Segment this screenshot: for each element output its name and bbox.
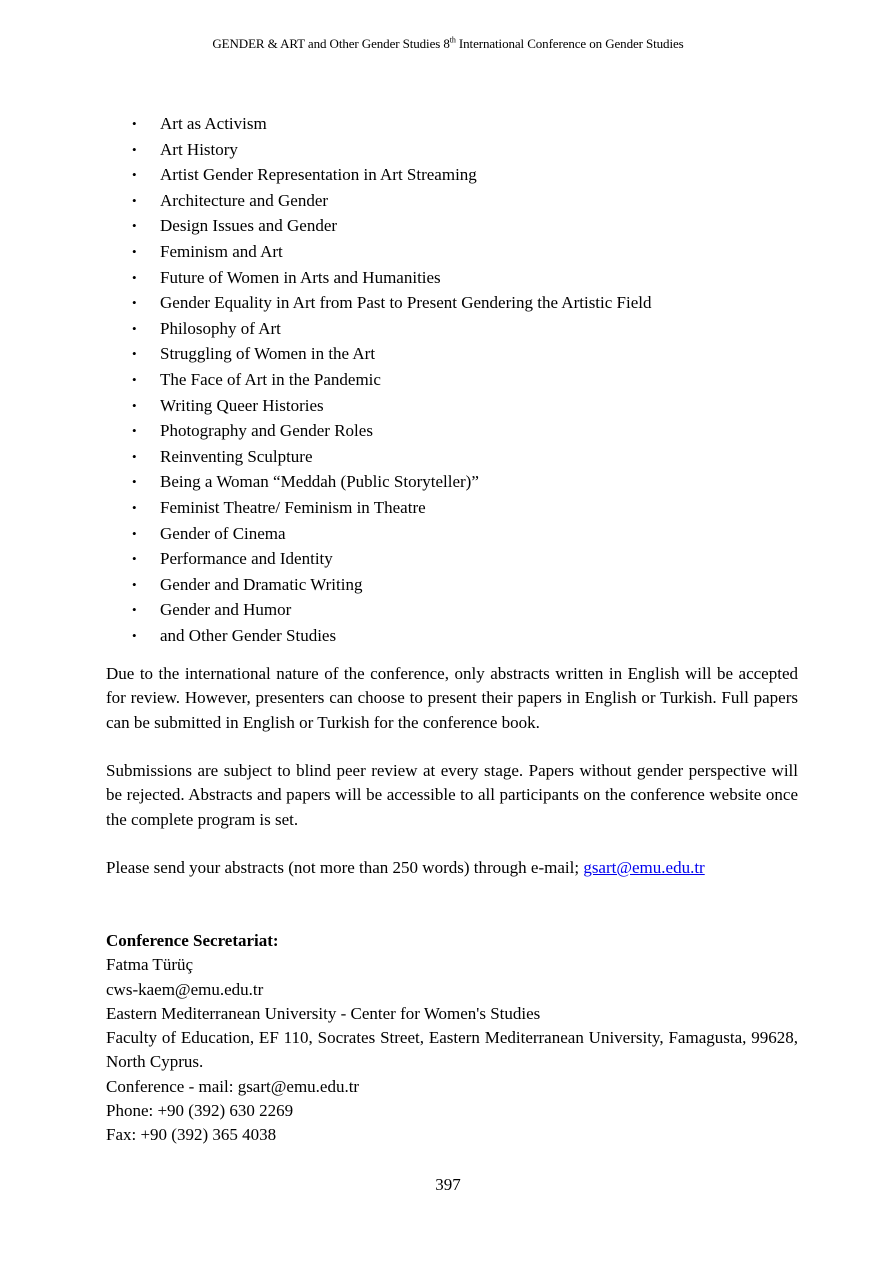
secretariat-fax: Fax: +90 (392) 365 4038 [106,1125,277,1145]
topic-label: Struggling of Women in the Art [160,344,376,364]
topic-label: Design Issues and Gender [160,216,338,236]
topic-list-item [106,162,652,188]
language-paragraph: Due to the international nature of the conference, only abstracts written in English will be accepted for review. However, presenters can choose to present their papers in English or Turkish. Full papers can be submitted in English or Turkish for the conference book. [106,664,798,732]
secretariat-organization: Eastern Mediterranean University - Center for Women's Studies [106,1003,541,1023]
page-number: 397 [435,1175,461,1194]
topic-list-item [106,546,652,572]
secretariat-conference-email: Conference - mail: gsart@emu.edu.tr [106,1076,360,1096]
submission-paragraph [106,856,798,880]
topic-list-item [106,316,652,342]
bullet-icon: • [132,320,137,336]
topic-list-item [106,521,652,547]
topics-list [106,111,652,648]
bullet-icon: • [132,167,137,183]
bullet-icon: • [132,474,137,490]
topic-list-item [106,444,652,470]
topic-list-item [106,623,652,649]
topic-label: Writing Queer Histories [160,395,324,415]
secretariat-email: cws-kaem@emu.edu.tr [106,979,264,999]
topic-label: Gender and Humor [160,600,292,620]
topic-list-item [106,572,652,598]
topic-list-item [106,367,652,393]
topic-label: Performance and Identity [160,549,333,569]
topic-list-item [106,239,652,265]
bullet-icon: • [132,423,137,439]
bullet-icon: • [132,218,137,234]
bullet-icon: • [132,602,137,618]
topic-list-item [106,188,652,214]
topic-list-item [106,290,652,316]
topic-label: Feminism and Art [160,241,283,261]
secretariat-block [106,929,798,1148]
bullet-icon: • [132,116,137,131]
submission-email-link[interactable]: gsart@emu.edu.tr [583,858,705,877]
bullet-icon: • [132,243,137,259]
topic-label: Gender and Dramatic Writing [160,574,363,594]
topic-list-item [106,137,652,163]
topic-list-item [106,265,652,291]
bullet-icon: • [132,192,137,208]
header-title: GENDER & ART and Other Gender Studies 8 [212,36,450,51]
header-title-rest: International Conference on Gender Studies [455,36,684,51]
running-header [0,36,896,52]
topic-label: Philosophy of Art [160,318,281,338]
submission-text: Please send your abstracts (not more than 250 words) through e-mail; [106,858,584,877]
header-ordinal-suffix: th [449,35,456,45]
secretariat-address: Faculty of Education, EF 110, Socrates Street, Eastern Mediterranean University, Famagusta, 99628, North Cyprus. [106,1028,798,1072]
topic-list-item [106,495,652,521]
topic-list-item [106,393,652,419]
topic-label: Artist Gender Representation in Art Streaming [160,165,477,185]
bullet-icon: • [132,448,137,464]
topic-label: and Other Gender Studies [160,625,337,645]
topic-list-item [106,469,652,495]
bullet-icon: • [132,576,137,592]
secretariat-heading: Conference Secretariat: [106,931,279,950]
bullet-icon: • [132,346,137,362]
topic-list-item [106,341,652,367]
bullet-icon: • [132,627,137,643]
secretariat-phone: Phone: +90 (392) 630 2269 [106,1101,294,1121]
secretariat-name: Fatma Türüç [106,955,194,975]
topic-label: Reinventing Sculpture [160,446,313,466]
topic-label: The Face of Art in the Pandemic [160,369,381,389]
review-paragraph: Submissions are subject to blind peer review at every stage. Papers without gender perspective will be rejected. Abstracts and papers will be accessible to all participants on the conference website once the complete program is set. [106,761,798,829]
bullet-icon: • [132,551,137,567]
bullet-icon: • [132,397,137,413]
bullet-icon: • [132,141,137,157]
topic-label: Gender of Cinema [160,523,286,543]
bullet-icon: • [132,295,137,311]
topic-label: Future of Women in Arts and Humanities [160,267,441,287]
bullet-icon: • [132,499,137,515]
bullet-icon: • [132,269,137,285]
topic-list-item [106,418,652,444]
topic-label: Art History [160,139,238,159]
bullet-icon: • [132,371,137,387]
topic-label: Gender Equality in Art from Past to Present Gendering the Artistic Field [160,293,652,313]
topic-label: Being a Woman “Meddah (Public Storyteller)” [160,472,479,492]
bullet-icon: • [132,525,137,541]
topic-list-item [106,111,652,137]
topic-list-item [106,597,652,623]
topic-list-item [106,213,652,239]
topic-label: Art as Activism [160,114,267,133]
topic-label: Architecture and Gender [160,190,329,210]
topic-label: Feminist Theatre/ Feminism in Theatre [160,497,426,517]
topic-label: Photography and Gender Roles [160,421,373,441]
